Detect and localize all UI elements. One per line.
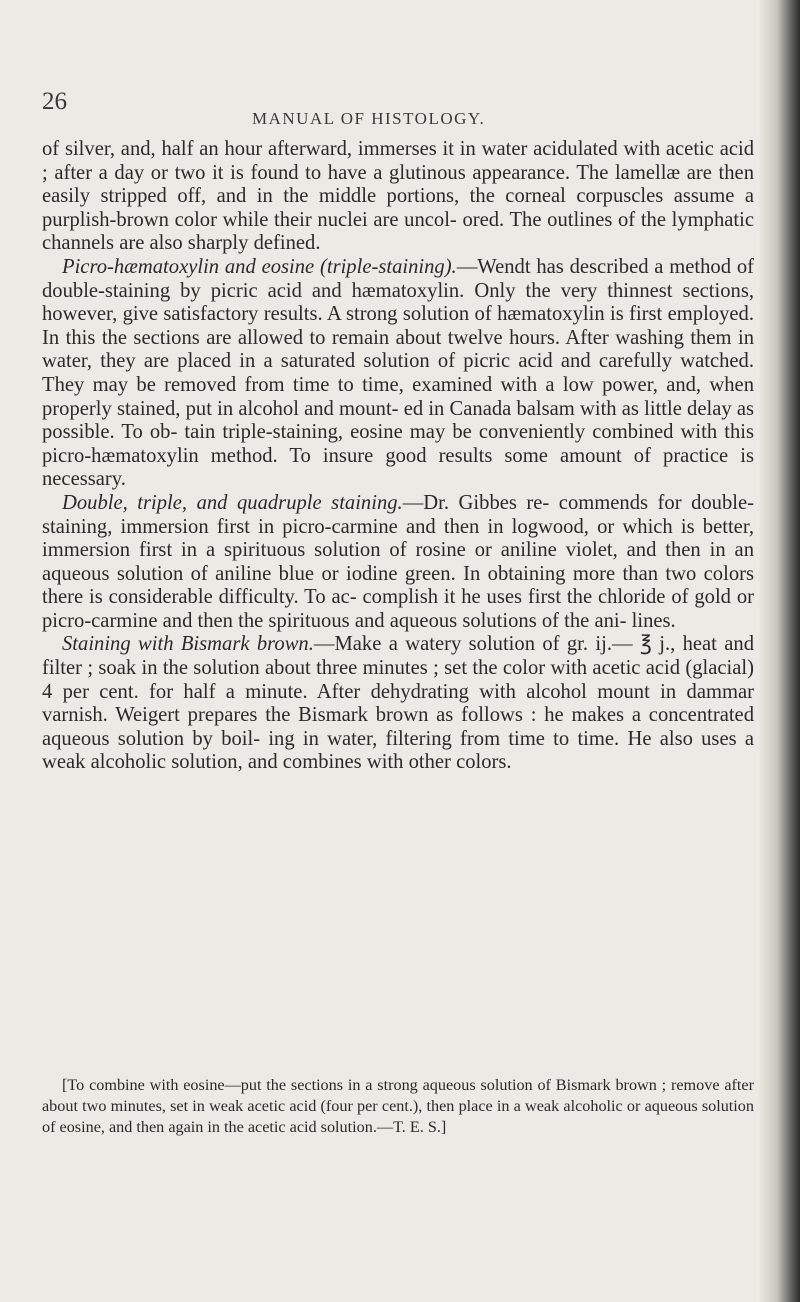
paragraph-text: —Make a watery solution of gr. ij.— ℥ j., heat and filter ; soak in the solution about three minutes ; set the color with acetic acid (glacial) 4 per cent. for half a minute. After dehydrating with alcohol mount in dammar varnish. Weigert prepares the Bismark brown as follows : he makes a concentrated aqueous solution by boil- ing in water, filtering from time to time. He also uses a weak alcoholic solution, and combines with other colors. [42,633,755,774]
page-number: 26 [42,88,67,115]
paragraph-text: —Dr. Gibbes re- commends for double-staining, immersion first in picro-carmine and then in logwood, or which is better, immersion first in a spirituous solution of rosine or aniline violet, and then in an aqueous solution of aniline blue or iodine green. In obtaining more than two colors there is considerable difficulty. To ac- complish it he uses first the chloride of gold or picro-carmine and then the spirituous and aqueous solutions of the ani- lines. [42,491,754,632]
running-head: MANUAL OF HISTOLOGY. [252,109,486,128]
paragraph-heading: Staining with Bismark brown. [62,633,314,656]
paragraph-heading: Picro-hæmatoxylin and eosine (triple-staining). [62,255,457,278]
paragraph-heading: Double, triple, and quadruple staining. [62,491,403,514]
translator-note [42,1075,754,1138]
paragraph-picro-haematoxylin [42,256,754,492]
page-header [42,88,742,128]
paragraph-multiple-staining [42,492,754,634]
note-text: [To combine with eosine—put the sections in a strong aqueous solution of Bismark brown ; remove after about two minutes, set in weak acetic acid (four per cent.), then place in a weak alcoholic or aqueous solution of eosine, and then again in the acetic acid solution.—T. E. S.] [42,1076,754,1136]
binding-shadow [758,0,800,1302]
paragraph-silver-continuation [42,138,754,256]
paragraph-text: of silver, and, half an hour afterward, immerses it in water acidulated with acetic acid ; after a day or two it is found to have a glutinous appearance. The lamellæ are then easily stripped off, and in the middle portions, the corneal corpuscles assume a purplish-brown color while their nuclei are uncol- ored. The outlines of the lymphatic channels are also sharply defined. [42,138,754,255]
body-text [42,138,754,775]
paragraph-text: —Wendt has described a method of double-staining by picric acid and hæmatoxylin. Only the very thinnest sections, however, give satisfactory results. A strong solution of hæmatoxylin is first employed. In this the sections are allowed to remain about twelve hours. After washing them in water, they are placed in a saturated solution of picric acid and carefully watched. They may be removed from time to time, examined with a low power, and, when properly stained, put in alcohol and mount- ed in Canada balsam with as little delay as possible. To ob- tain triple-staining, eosine may be conveniently combined with this picro-hæmatoxylin method. To insure good results some amount of practice is necessary. [42,255,754,491]
paragraph-bismark-brown [42,633,754,775]
